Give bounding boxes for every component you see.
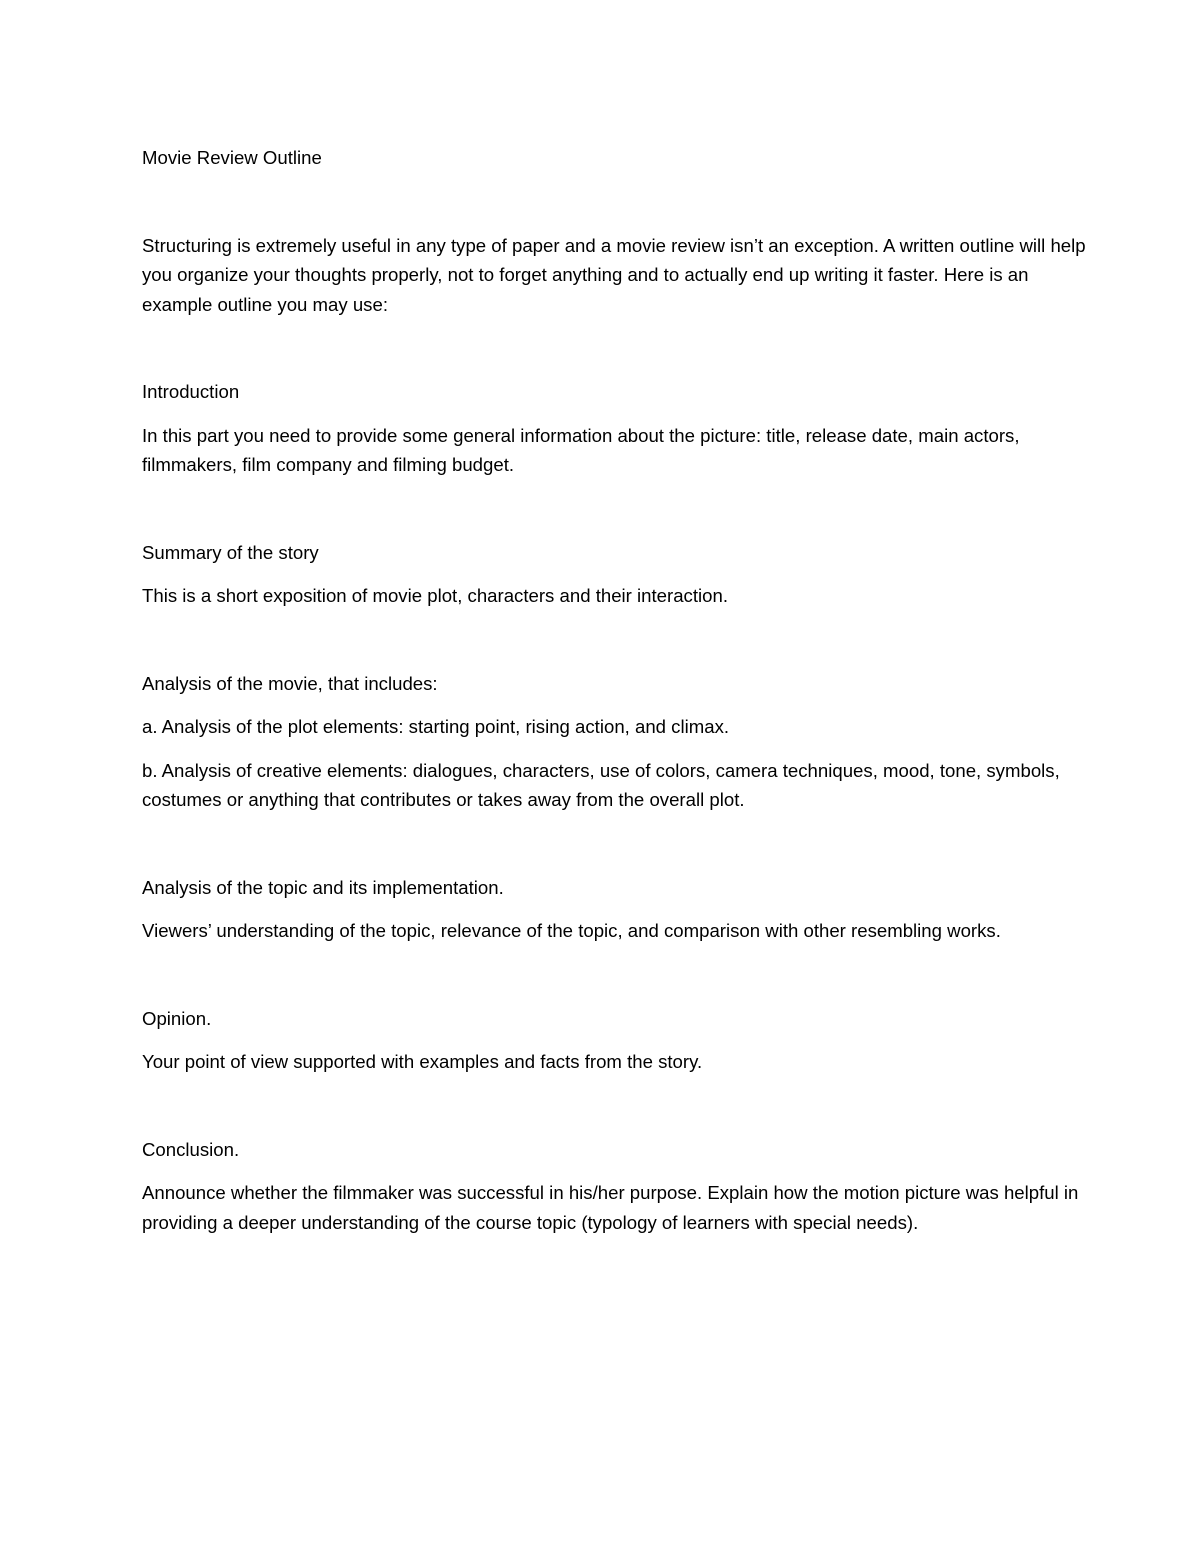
document-content bbox=[142, 143, 1087, 1237]
summary-body: This is a short exposition of movie plot, characters and their interaction. bbox=[142, 585, 728, 606]
introduction-heading: Introduction bbox=[142, 381, 240, 402]
document-title: Movie Review Outline bbox=[142, 147, 322, 168]
analysis-topic-heading: Analysis of the topic and its implementation. bbox=[142, 876, 504, 898]
conclusion-heading: Conclusion. bbox=[142, 1138, 240, 1160]
analysis-topic-body: Viewers’ understanding of the topic, relevance of the topic, and comparison with other resembling works. bbox=[142, 920, 1001, 941]
analysis-item-a: a. Analysis of the plot elements: starting point, rising action, and climax. bbox=[142, 716, 730, 737]
summary-heading: Summary of the story bbox=[142, 541, 319, 563]
analysis-movie-heading: Analysis of the movie, that includes: bbox=[142, 672, 438, 694]
opinion-body: Your point of view supported with examples and facts from the story. bbox=[142, 1051, 703, 1072]
intro-paragraph: Structuring is extremely useful in any type of paper and a movie review isn’t an exception. A written outline will help you organize your thoughts properly, not to forget anything and to actually end up writing it faster. Here is an example outline you may use: bbox=[142, 234, 1086, 315]
opinion-heading: Opinion. bbox=[142, 1007, 212, 1029]
conclusion-body: Announce whether the filmmaker was successful in his/her purpose. Explain how the motion picture was helpful in providing a deeper understanding of the course topic (typology of learners with special needs). bbox=[142, 1182, 1079, 1233]
introduction-body: In this part you need to provide some general information about the picture: title, release date, main actors, filmmakers, film company and filming budget. bbox=[142, 424, 1020, 475]
analysis-item-b: b. Analysis of creative elements: dialogues, characters, use of colors, camera techniques, mood, tone, symbols, costumes or anything that contributes or takes away from the overall plot. bbox=[142, 759, 1060, 810]
